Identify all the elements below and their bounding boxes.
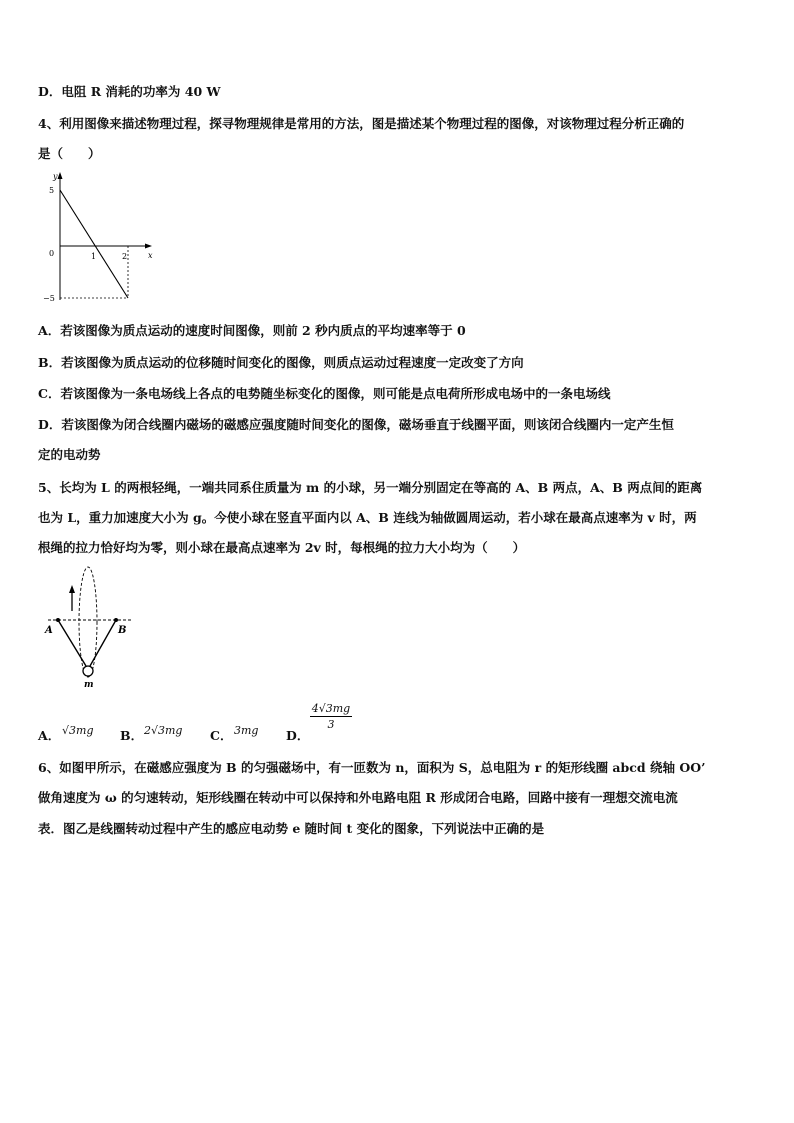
label-a: A [45,625,53,636]
graph-xlabel: x [148,251,153,260]
graph-ylabel: y [53,172,58,181]
q5-option-c-label: C． [210,728,233,743]
q5-option-d-numerator: 4√3mg [311,702,351,715]
rope-b [90,620,116,666]
q5-option-c-value: 3mg [234,724,259,737]
q4-stem-line2: 是（ ） [38,146,101,161]
q4-option-b: B．若该图像为质点运动的位移随时间变化的图像，则质点运动过程速度一定改变了方向 [38,355,524,370]
orbit-ellipse [79,567,97,677]
q5-stem-line3: 根绳的拉力恰好均为零，则小球在最高点速率为 2v 时，每根绳的拉力大小均为（ ） [38,540,526,555]
q3-option-d: D．电阻 R 消耗的功率为 40 W [38,84,221,99]
graph-xtick-1: 1 [91,252,97,261]
q5-options [38,702,438,752]
graph-ytick-top: 5 [49,186,55,195]
ball [83,666,93,676]
q6-stem-line2: 做角速度为 ω 的匀速转动，矩形线圈在转动中可以保持和外电路电阻 R 形成闭合电路，回路中接有一理想交流电流 [38,790,678,805]
q5-option-d-fraction [310,702,352,731]
y-axis-arrow [58,172,63,179]
q5-option-a-label: A． [38,728,61,743]
q5-stem-line1: 5、长均为 L 的两根轻绳，一端共同系住质量为 m 的小球，另一端分别固定在等高的 A、B 两点，A、B 两点间的距离 [38,480,703,495]
q5-option-a-value: √3mg [62,724,94,737]
q4-option-d-line2: 定的电动势 [38,447,101,462]
q6-stem-line1: 6、如图甲所示，在磁感应强度为 B 的匀强磁场中，有一匝数为 n，面积为 S，总电阻为 r 的矩形线圈 abcd 绕轴 OO’ [38,760,706,775]
graph-xtick-2: 2 [122,252,128,261]
q4-option-a: A．若该图像为质点运动的速度时间图像，则前 2 秒内质点的平均速率等于 0 [38,323,466,338]
q4-stem-line1: 4、利用图像来描述物理过程，探寻物理规律是常用的方法，图是描述某个物理过程的图像，对该物理过程分析正确的 [38,116,685,131]
x-axis-arrow [145,244,152,249]
graph-ytick-bottom: −5 [43,294,55,303]
q5-option-b-value: 2√3mg [144,724,183,737]
rope-a [58,620,86,666]
q5-stem-line2: 也为 L，重力加速度大小为 g。今使小球在竖直平面内以 A、B 连线为轴做圆周运动，若小球在最高点速率为 v 时，两 [38,510,697,525]
q5-option-b-label: B． [120,728,144,743]
q5-figure [40,565,140,690]
q6-stem-line3: 表．图乙是线圈转动过程中产生的感应电动势 e 随时间 t 变化的图象，下列说法中正确的是 [38,821,545,836]
q5-option-d-denominator: 3 [327,718,335,731]
q4-option-c: C．若该图像为一条电场线上各点的电势随坐标变化的图像，则可能是点电荷所形成电场中的一条电场线 [38,386,611,401]
q5-option-d-label: D． [286,728,310,743]
q4-option-d-line1: D．若该图像为闭合线圈内磁场的磁感应强度随时间变化的图像，磁场垂直于线圈平面，则该闭合线圈内一定产生恒 [38,417,674,432]
q4-graph [40,170,160,310]
label-b: B [118,625,127,636]
label-m: m [84,680,94,690]
graph-origin: 0 [49,249,55,258]
graph-line [60,190,128,298]
